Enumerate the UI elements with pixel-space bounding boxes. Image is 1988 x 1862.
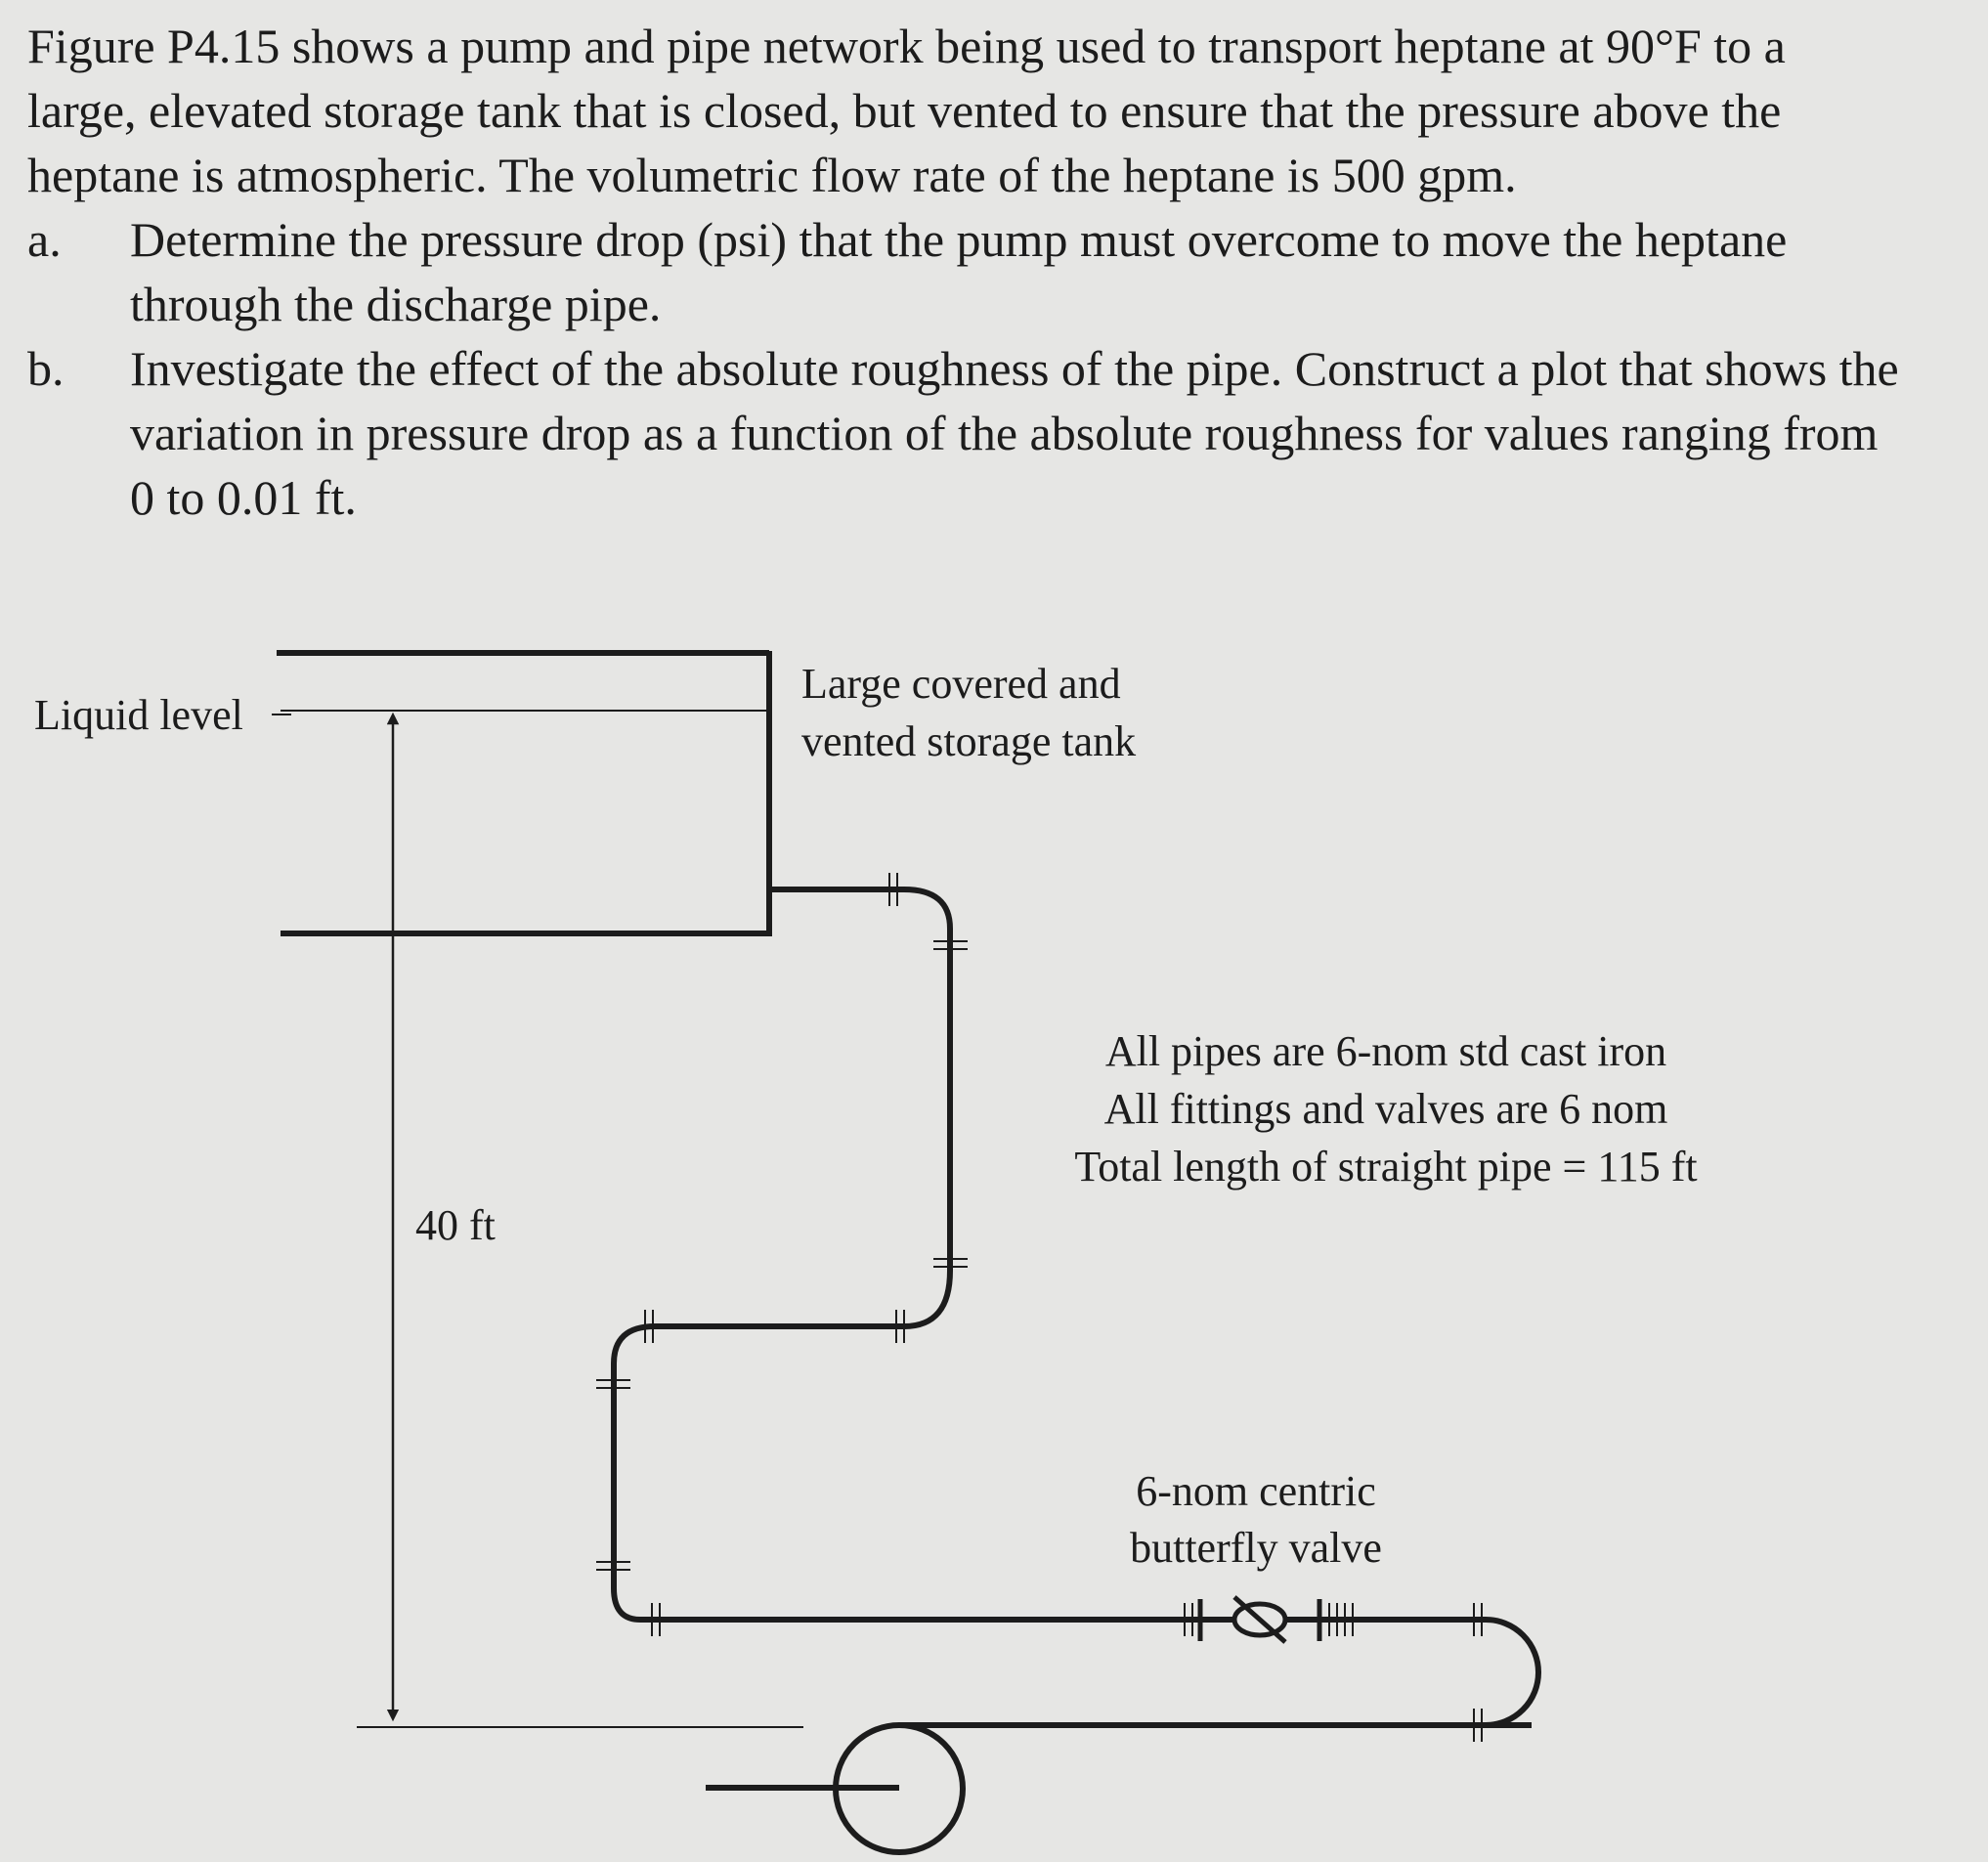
part-a-text: Determine the pressure drop (psi) that the pump must overcome to move the heptane through the discharge pipe. bbox=[130, 212, 1788, 331]
note-fittings: All fittings and valves are 6 nom bbox=[1103, 1085, 1668, 1133]
tank-label-line2: vented storage tank bbox=[801, 717, 1137, 765]
problem-intro: Figure P4.15 shows a pump and pipe network being used to transport heptane at 90°F to a large, elevated storage tank that is closed, but vented to ensure that the pressure above the heptane is atmospheric. The volumetric flow rate of the heptane is 500 gpm. bbox=[27, 19, 1786, 202]
discharge-pipe bbox=[614, 889, 1538, 1725]
part-a-letter: a. bbox=[27, 212, 62, 267]
storage-tank bbox=[277, 651, 772, 933]
height-label: 40 ft bbox=[415, 1201, 496, 1249]
valve-label-line2: butterfly valve bbox=[1130, 1524, 1382, 1572]
part-b-letter: b. bbox=[27, 341, 65, 396]
pump-icon bbox=[706, 1725, 1532, 1852]
note-length: Total length of straight pipe = 115 ft bbox=[1074, 1143, 1698, 1191]
note-pipes: All pipes are 6-nom std cast iron bbox=[1104, 1027, 1667, 1075]
valve-label-line1: 6-nom centric bbox=[1136, 1467, 1376, 1515]
flange-marks bbox=[596, 873, 1482, 1742]
part-b-text: Investigate the effect of the absolute roughness of the pipe. Construct a plot that shows the variation in pressure drop as a function of the absolute roughness for values ranging from 0 to 0.01 ft. bbox=[130, 341, 1899, 525]
tank-label-line1: Large covered and bbox=[801, 660, 1121, 708]
liquid-level-label: Liquid level bbox=[34, 691, 243, 739]
